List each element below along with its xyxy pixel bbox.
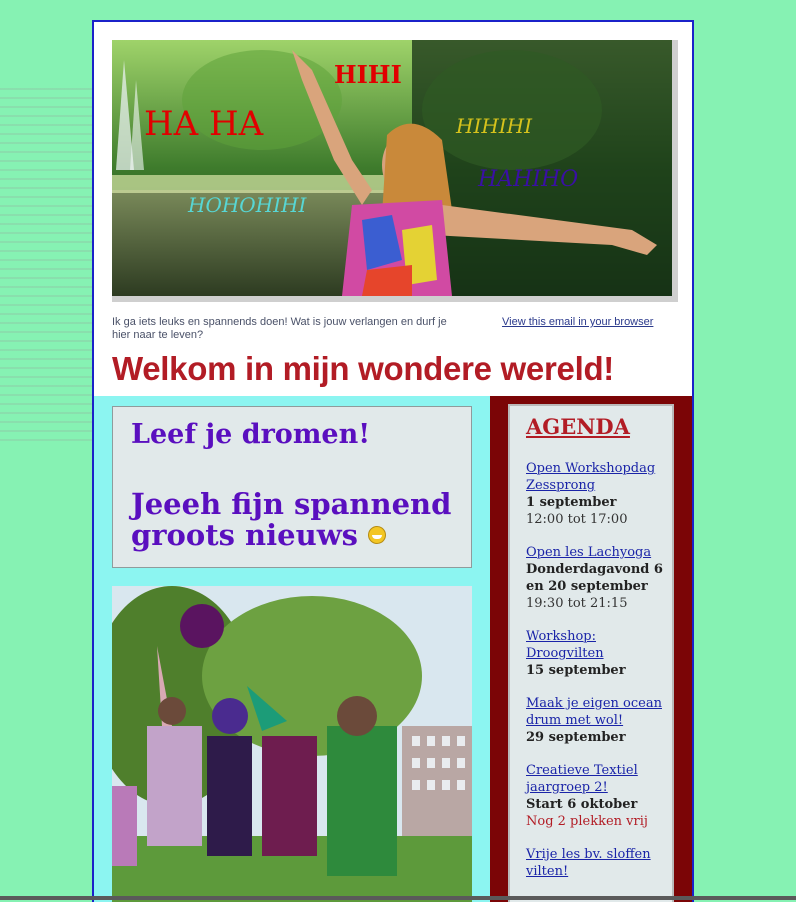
hero-text-hohohihi: HOHOHIHI <box>188 193 307 217</box>
agenda-event-link[interactable]: Creatieve Textiel jaargroep 2! <box>526 763 638 795</box>
hero-text-hahiho: HAHIHO <box>478 167 579 192</box>
dream-box <box>112 406 472 568</box>
agenda-event-time: 12:00 tot 17:00 <box>526 512 628 527</box>
agenda-event-link[interactable]: Open les Lachyoga <box>526 545 652 560</box>
hero-text-hihi: HIHI <box>334 60 402 89</box>
agenda-event-link[interactable]: Workshop: Droogvilten <box>526 629 604 661</box>
grinning-face-icon <box>368 526 386 544</box>
agenda-panel <box>508 404 674 902</box>
agenda-event-link[interactable]: Open Workshopdag Zessprong <box>526 461 656 493</box>
news-title <box>131 489 461 551</box>
hero-image <box>112 40 678 302</box>
agenda-event-date: Donderdagavond 6 en 20 september <box>526 562 663 594</box>
email-container <box>92 20 694 902</box>
agenda-event-link[interactable]: Maak je eigen ocean drum met wol! <box>526 696 662 728</box>
agenda-event <box>526 695 666 746</box>
news-title-text: Jeeeh fijn spannend groots nieuws <box>131 487 452 552</box>
agenda-event <box>526 460 666 528</box>
agenda-event-date: 1 september <box>526 495 617 510</box>
agenda-list <box>526 460 666 896</box>
main-column <box>94 396 490 902</box>
group-photo <box>112 586 472 902</box>
agenda-event <box>526 544 666 612</box>
group-photo-illustration <box>112 586 472 902</box>
agenda-event <box>526 846 666 880</box>
hero-text-hihihi: HIHIHI <box>456 114 533 138</box>
agenda-event-date: 29 september <box>526 730 626 745</box>
agenda-event-date: 15 september <box>526 663 626 678</box>
agenda-column <box>490 396 694 902</box>
dream-title: Leef je dromen! <box>131 419 371 450</box>
agenda-title: AGENDA <box>526 414 630 439</box>
intro-text: Ik ga iets leuks en spannends doen! Wat is jouw verlangen en durf je hier naar te leven? <box>112 316 447 341</box>
hero-text-haha: HA HA <box>144 104 264 144</box>
agenda-event-link[interactable]: Vrije les bv. sloffen vilten! <box>526 847 651 879</box>
agenda-event-note: Nog 2 plekken vrij <box>526 814 648 829</box>
agenda-event-time: 19:30 tot 21:15 <box>526 596 628 611</box>
bottom-edge-bar <box>0 896 796 900</box>
welcome-heading: Welkom in mijn wondere wereld! <box>112 350 614 387</box>
agenda-event <box>526 762 666 830</box>
agenda-event-date: Start 6 oktober <box>526 797 638 812</box>
background-scan-artifact <box>0 88 98 448</box>
agenda-event <box>526 628 666 679</box>
view-in-browser-link[interactable]: View this email in your browser <box>502 316 654 328</box>
